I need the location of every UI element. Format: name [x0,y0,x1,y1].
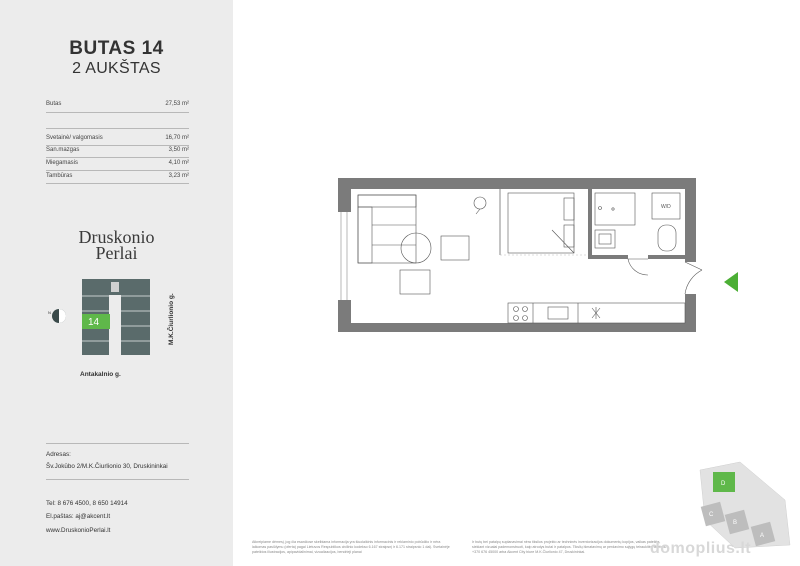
divider [46,183,189,184]
dining-table-icon [400,233,469,294]
kitchen-sink-icon [548,307,568,319]
website-link[interactable]: www.DruskonioPerlai.lt [46,527,111,534]
building-c-label: C [709,512,714,518]
area-label: Tambūras [46,173,73,179]
window-left [338,212,351,300]
area-label: Butas [46,101,62,107]
sink-icon [595,230,615,248]
floor-lamp-icon [474,197,486,214]
north-indicator-icon [48,309,66,323]
area-value: 4,10 m² [168,160,189,166]
bathroom-wall-bottom [588,255,628,259]
bathroom-wall-bottom-right [648,255,685,259]
sofa-icon [358,195,416,263]
entrance-arrow-icon [724,272,738,292]
area-row-vestibule [46,173,189,179]
street-label-bottom: Antakalnio g. [80,371,121,378]
stairwell [111,282,119,292]
divider [46,479,189,480]
building-a-label: A [760,533,765,539]
bed-icon [508,193,574,253]
address-text: Šv.Jokūbo 2/M.K.Čiurlionio 30, Druskininkai [46,463,168,470]
divider [46,128,189,129]
divider [46,145,189,146]
info-sidebar [0,0,233,566]
bathroom-door-icon [628,259,648,275]
building-block-right [120,279,150,355]
apartment-title: BUTAS 14 [69,38,164,59]
area-label: Svetainė/ valgomasis [46,135,103,141]
area-label: Miegamasis [46,160,79,166]
kitchen-counter-icon [508,303,685,323]
divider [46,443,189,444]
courtyard-gap [109,295,121,355]
area-row-bedroom [46,160,189,166]
area-row-total [46,101,189,107]
brand-logo-line1: Druskonio [78,227,155,247]
divider [46,157,189,158]
area-value: 16,70 m² [165,135,189,141]
floor-plan [330,170,710,340]
brand-logo-line2: Perlai [95,243,138,263]
disclaimer-right: Ir butų bei patalpų suplanavimai nėra tikslios projekto ar techninės inventorizacijos dokumentų kopijos, vaikas pateikta, siekiant vizualai pademonstruoti, kaip atrodys butai ir patalpos. Tikslių išmatavimų ar perdavimo sąlygų teiraukitės telefonu +370 676 45000 arba Akcent City biure M.K.Čiurlionio 47, Druskininkai. [472,540,667,554]
building-d-label: D [721,481,726,487]
shower-icon [595,193,635,225]
entrance-opening [685,262,696,294]
site-map [40,276,165,358]
fridge-icon [592,307,600,319]
watermark-text: domoplius.lt [650,540,752,557]
divider [46,112,189,113]
bathroom-wall-left [588,189,592,255]
svg-text:N: N [48,310,51,315]
disclaimer-left: Atkreipiame dėmesį, jog čia esančiose skelbiama informacija yra šiuolaikinis informacinis ir reklaminio pobūdžio ir nėra laikomas pasiūlymu (oferta) pagal Lietuvos Respublikos civilinio kodekso 6.167 straipsnį ir 6.171 straipsnio 1 dalį. Svetainėje pateiktos iliustracijos, apipavidalinimai, vizualizacijos, bendrieji planai [252,540,450,554]
area-value: 3,23 m² [168,173,189,179]
washer-dryer-label: W/D [661,204,671,210]
area-row-bathroom [46,147,189,153]
unit-number: 14 [88,317,100,328]
phone-text: Tel: 8 676 4500, 8 650 14914 [46,500,128,507]
toilet-icon [658,225,676,251]
email-text: El.paštas: aj@akcent.lt [46,513,111,520]
area-row-living [46,135,189,141]
address-label: Adresas: [46,451,71,458]
area-value: 3,50 m² [168,147,189,153]
area-value: 27,53 m² [165,101,189,107]
cooktop-icon [514,307,528,321]
floor-title: 2 AUKŠTAS [72,60,161,77]
area-label: San.mazgas [46,147,80,153]
divider [46,170,189,171]
street-label-right: M.K.Čiurlionio g. [168,293,175,345]
building-b-label: B [733,520,738,526]
key-plan [695,460,795,550]
